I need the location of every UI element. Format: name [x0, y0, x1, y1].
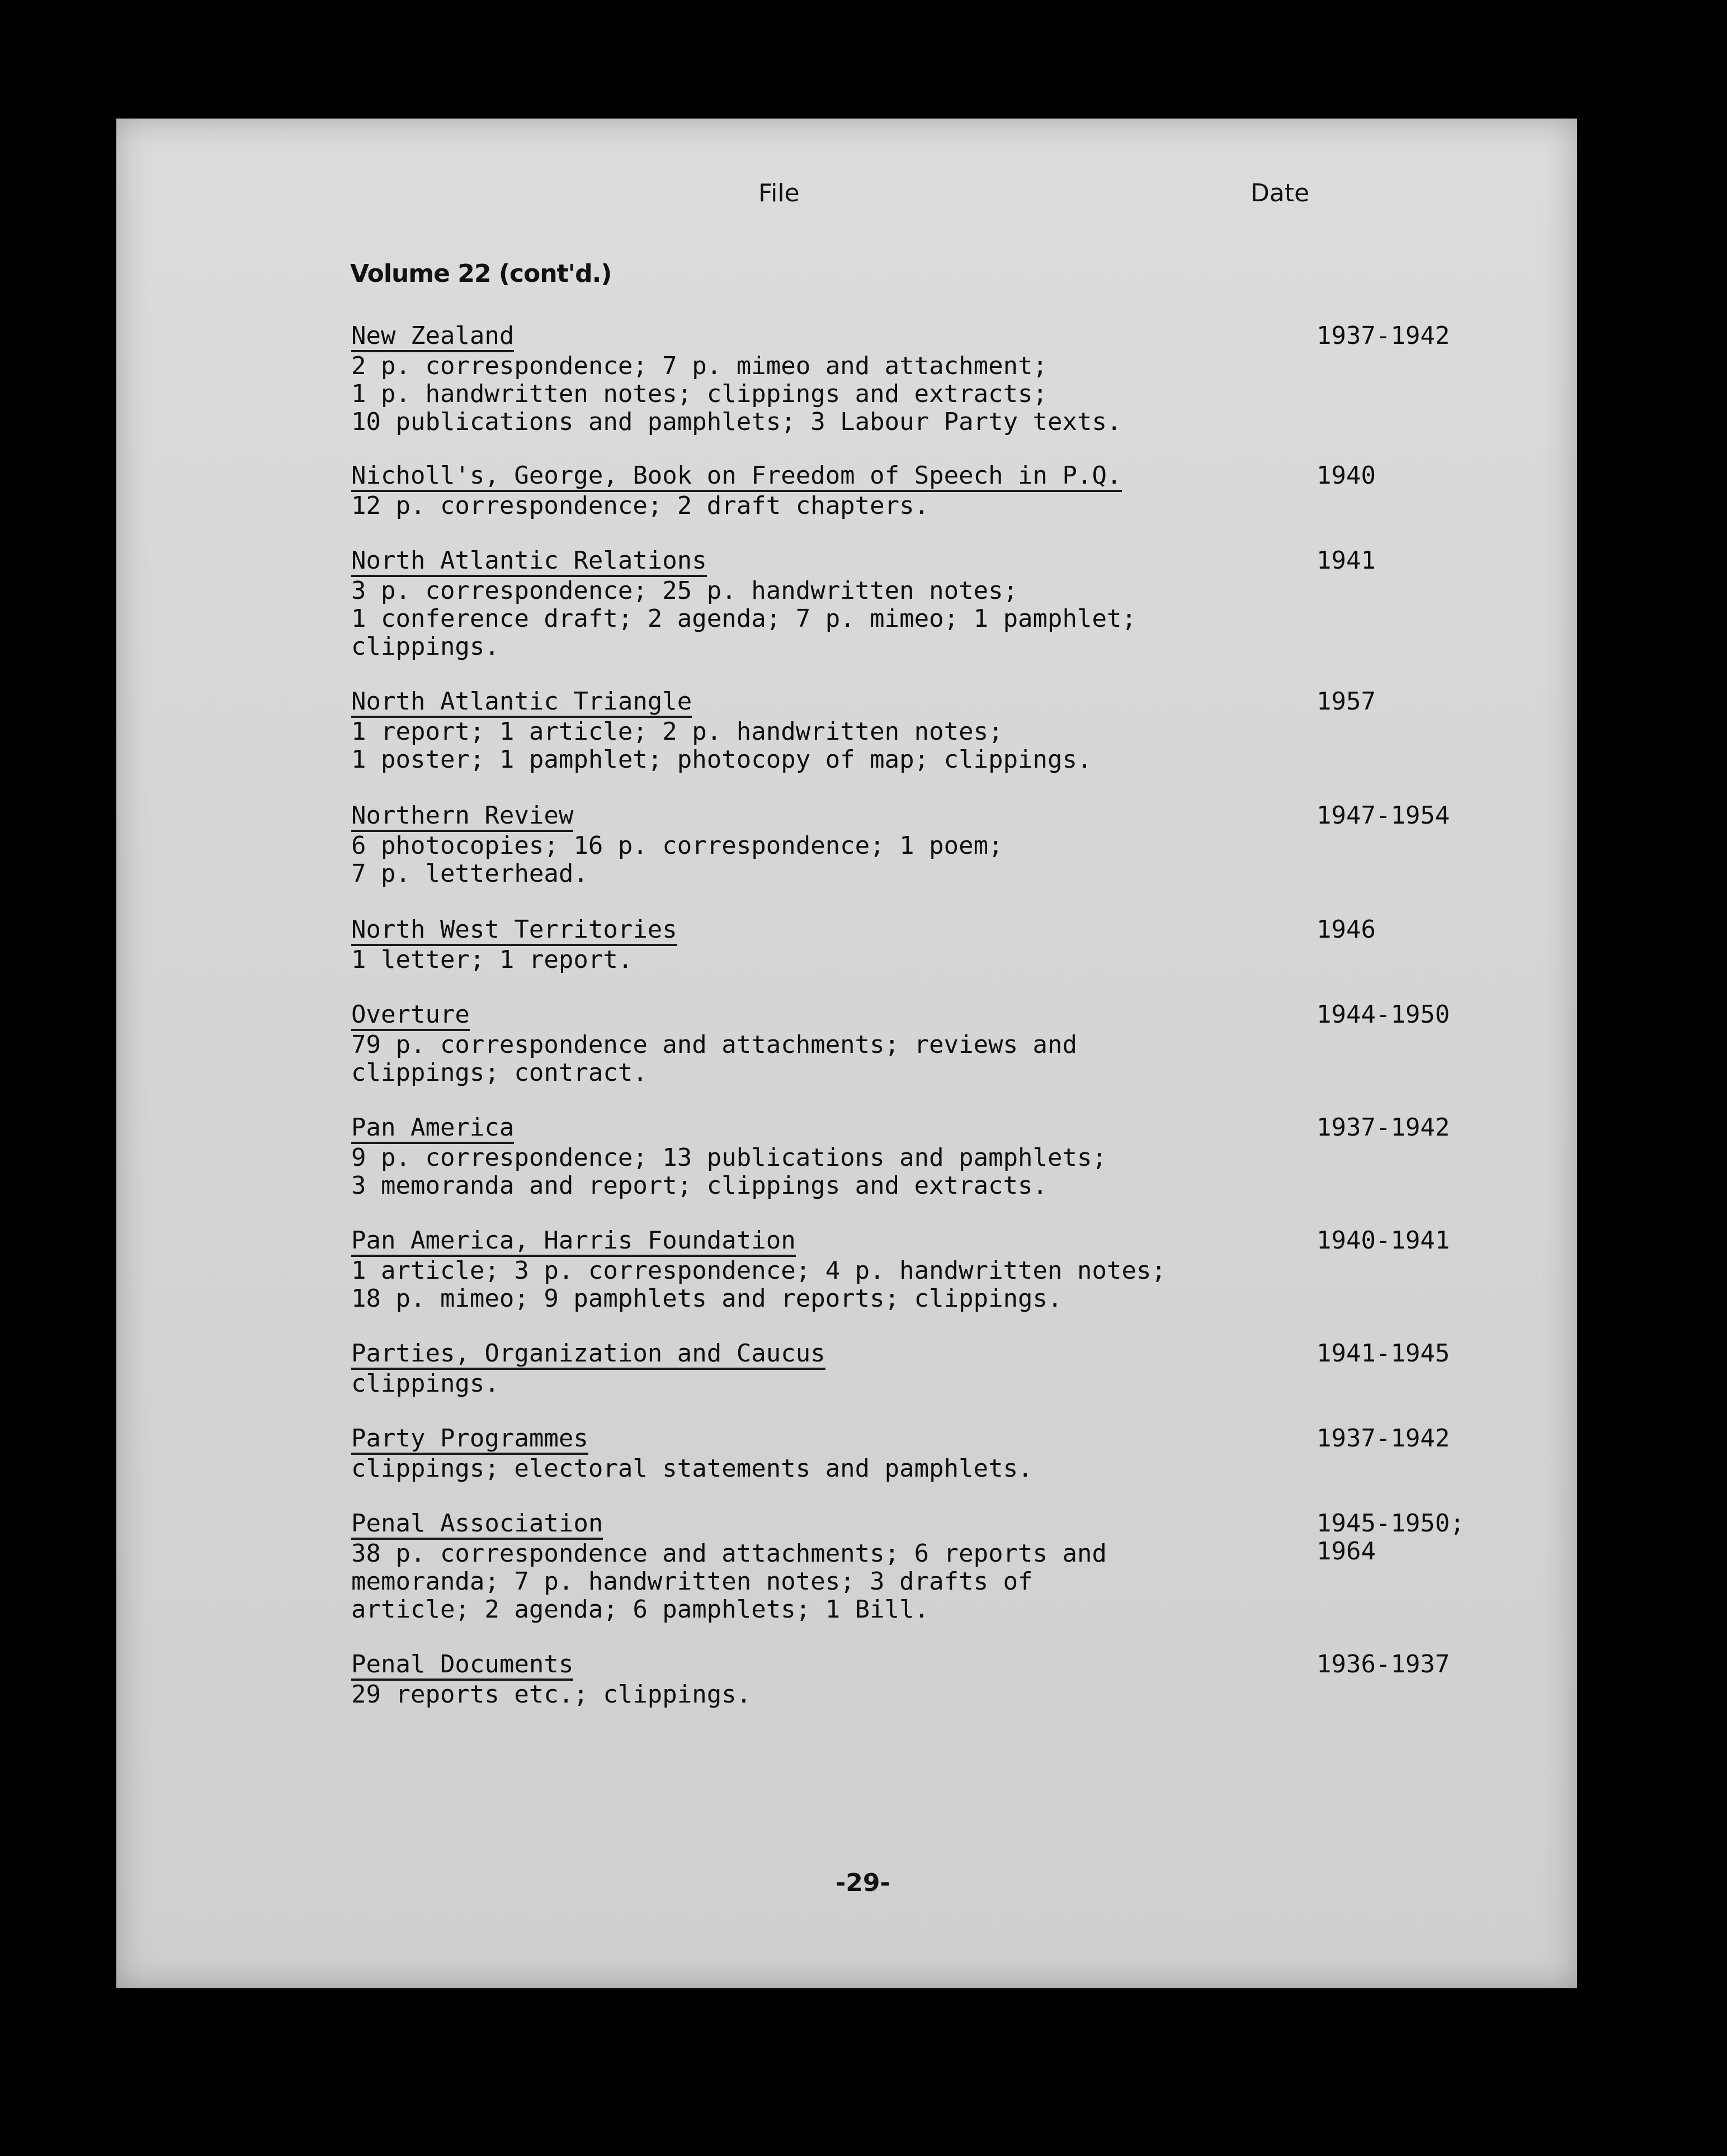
file-entry	[351, 916, 1554, 974]
file-entry	[351, 1510, 1554, 1624]
entry-title: Penal Documents	[351, 1651, 573, 1681]
entry-title: North Atlantic Relations	[351, 547, 707, 577]
entry-description-line: 6 photocopies; 16 p. correspondence; 1 poem;	[351, 831, 1003, 860]
entry-title: Northern Review	[351, 802, 573, 832]
file-entry	[351, 547, 1554, 661]
entry-date: 1937-1942	[1317, 321, 1450, 350]
entry-date: 1937-1942	[1317, 1113, 1450, 1142]
entry-date: 1940	[1317, 461, 1376, 490]
entry-title: New Zealand	[351, 322, 514, 352]
page-number: -29-	[836, 1869, 890, 1897]
entry-description-line: 18 p. mimeo; 9 pamphlets and reports; clippings.	[351, 1284, 1063, 1313]
entry-title: Pan America, Harris Foundation	[351, 1227, 796, 1257]
file-entry	[351, 802, 1554, 888]
file-entry	[351, 1425, 1554, 1483]
entry-date: 1937-1942	[1317, 1424, 1450, 1453]
entry-description-line: 12 p. correspondence; 2 draft chapters.	[351, 491, 929, 520]
entry-title: North Atlantic Triangle	[351, 688, 692, 718]
entry-description-line: memoranda; 7 p. handwritten notes; 3 drafts of	[351, 1567, 1033, 1596]
entry-description-line: 2 p. correspondence; 7 p. mimeo and attachment;	[351, 352, 1048, 380]
file-entries-list	[116, 119, 1577, 1988]
entry-description-line: 1 poster; 1 pamphlet; photocopy of map; clippings.	[351, 745, 1092, 774]
entry-date: 1936-1937	[1317, 1650, 1450, 1679]
entry-title: North West Territories	[351, 916, 677, 946]
entry-date-line: 1964	[1317, 1537, 1376, 1566]
document-page	[116, 119, 1577, 1988]
entry-date: 1957	[1317, 687, 1376, 716]
entry-title: Party Programmes	[351, 1425, 588, 1455]
file-entry	[351, 688, 1554, 774]
entry-date	[1317, 1510, 1465, 1566]
entry-date: 1944-1950	[1317, 1000, 1450, 1029]
entry-description-line: article; 2 agenda; 6 pamphlets; 1 Bill.	[351, 1595, 929, 1624]
volume-heading: Volume 22 (cont'd.)	[350, 259, 612, 288]
entry-date: 1940-1941	[1317, 1226, 1450, 1255]
entry-title: Nicholl's, George, Book on Freedom of Speech in P.Q.	[351, 462, 1122, 492]
entry-title: Pan America	[351, 1114, 514, 1144]
entry-description-line: 3 p. correspondence; 25 p. handwritten notes;	[351, 576, 1018, 605]
entry-description-line: clippings; electoral statements and pamphlets.	[351, 1454, 1033, 1483]
entry-description-line: 1 article; 3 p. correspondence; 4 p. handwritten notes;	[351, 1256, 1166, 1285]
entry-description-line: 9 p. correspondence; 13 publications and pamphlets;	[351, 1143, 1107, 1172]
entry-date: 1941	[1317, 546, 1376, 575]
entry-description-line: 1 report; 1 article; 2 p. handwritten notes;	[351, 717, 1003, 746]
entry-description-line: 1 letter; 1 report.	[351, 945, 633, 974]
file-entry	[351, 1001, 1554, 1087]
file-entry	[351, 1227, 1554, 1313]
entry-date-line: 1945-1950;	[1317, 1509, 1465, 1538]
date-column-header: Date	[1251, 179, 1310, 207]
file-entry	[351, 1340, 1554, 1398]
entry-description-line: 1 p. handwritten notes; clippings and extracts;	[351, 380, 1048, 408]
file-entry	[351, 322, 1554, 436]
entry-title: Penal Association	[351, 1510, 603, 1540]
file-entry	[351, 462, 1554, 520]
entry-description-line: clippings.	[351, 632, 499, 661]
entry-description-line: 29 reports etc.; clippings.	[351, 1680, 752, 1709]
entry-description-line: 1 conference draft; 2 agenda; 7 p. mimeo; 1 pamphlet;	[351, 604, 1136, 633]
file-entry	[351, 1114, 1554, 1200]
entry-description-line: clippings.	[351, 1369, 499, 1398]
entry-description-line: 38 p. correspondence and attachments; 6 reports and	[351, 1539, 1107, 1568]
entry-description-line: 7 p. letterhead.	[351, 859, 588, 888]
file-column-header: File	[758, 179, 800, 207]
entry-date: 1947-1954	[1317, 801, 1450, 830]
entry-title: Parties, Organization and Caucus	[351, 1340, 825, 1370]
entry-description-line: 3 memoranda and report; clippings and extracts.	[351, 1171, 1048, 1200]
entry-title: Overture	[351, 1001, 470, 1031]
entry-date: 1946	[1317, 915, 1376, 944]
entry-date: 1941-1945	[1317, 1339, 1450, 1368]
entry-description-line: 10 publications and pamphlets; 3 Labour Party texts.	[351, 408, 1122, 436]
entry-description-line: clippings; contract.	[351, 1058, 648, 1087]
file-entry	[351, 1651, 1554, 1709]
entry-description-line: 79 p. correspondence and attachments; reviews and	[351, 1030, 1078, 1059]
